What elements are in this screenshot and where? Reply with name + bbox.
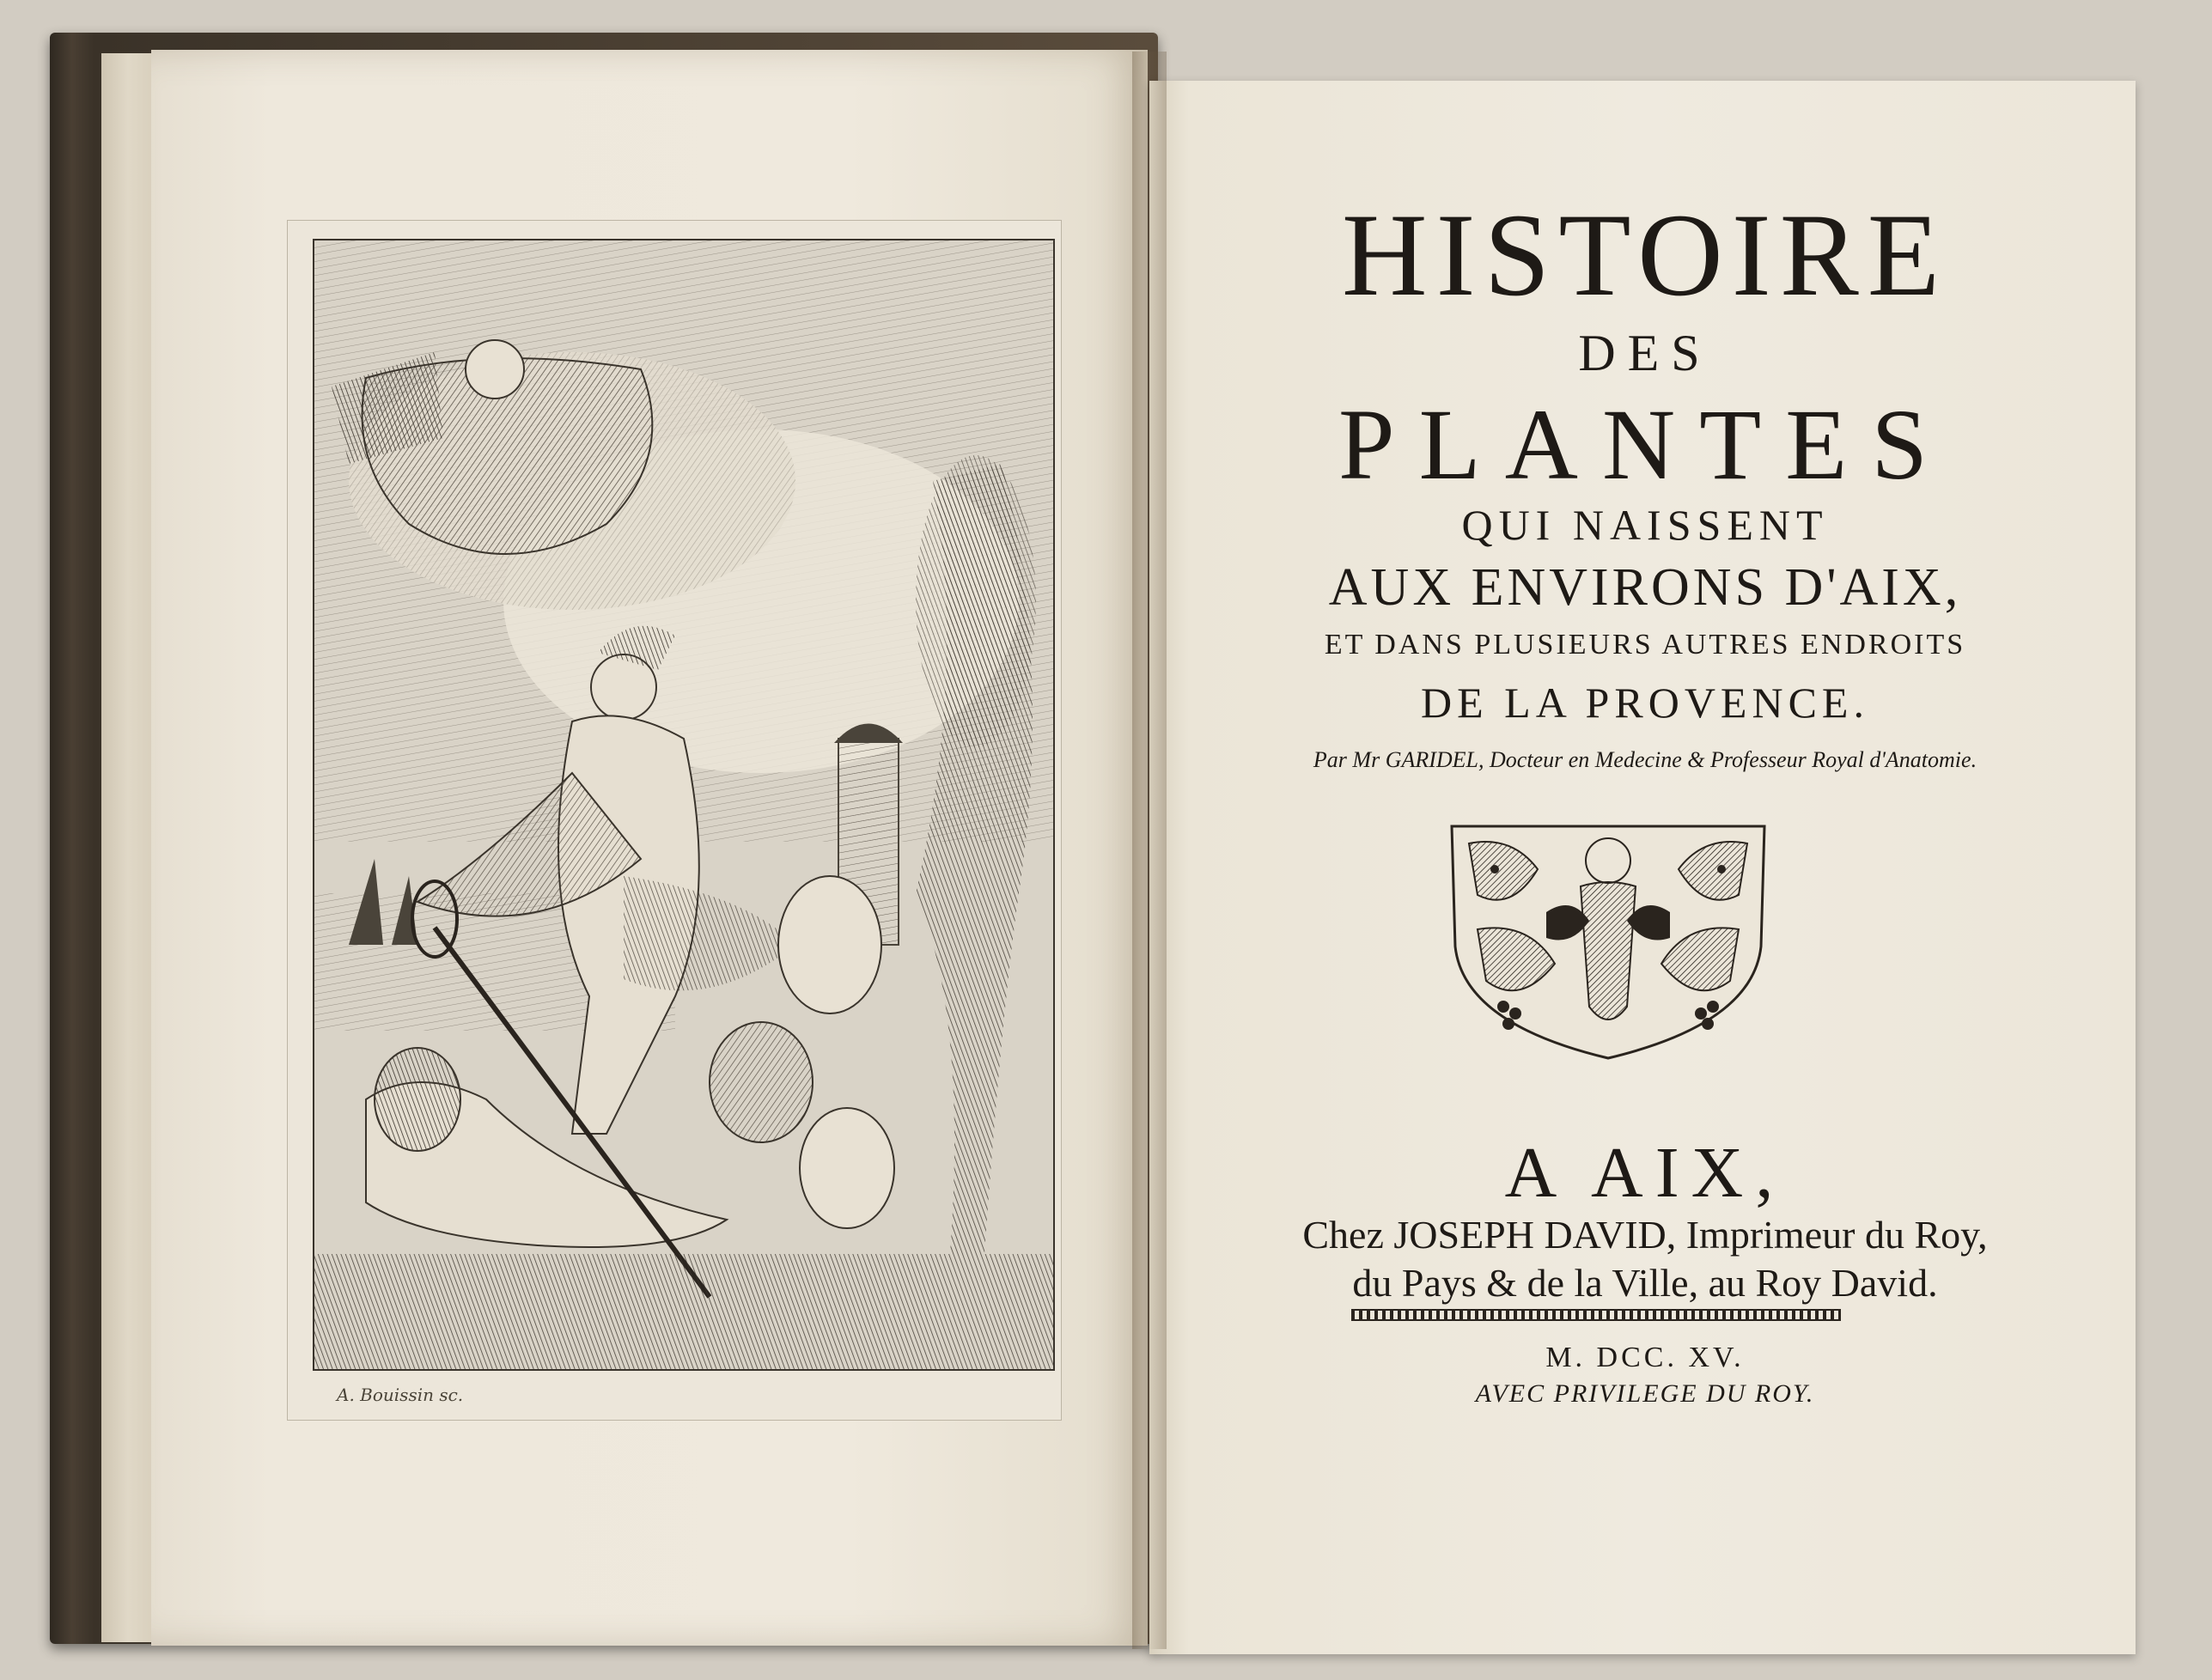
title-qui-naissent: QUI NAISSENT — [1461, 501, 1829, 549]
title-des: DES — [1578, 325, 1712, 381]
title-aux-environs: AUX ENVIRONS D'AIX, — [1328, 558, 1962, 617]
decorative-rule — [1351, 1309, 1841, 1321]
engraver-signature: A. Bouissin sc. — [337, 1385, 464, 1405]
title-plantes: PLANTES — [1338, 388, 1952, 501]
title-provence: DE LA PROVENCE. — [1421, 679, 1869, 727]
title-et-dans: ET DANS PLUSIEURS AUTRES ENDROITS — [1324, 629, 1966, 660]
frontispiece-engraving — [313, 239, 1055, 1371]
imprint-privilege: AVEC PRIVILEGE DU ROY. — [1475, 1379, 1815, 1408]
imprint-printer-line1: Chez JOSEPH DAVID, Imprimeur du Roy, — [1302, 1213, 1988, 1257]
imprint-place: A AIX, — [1504, 1133, 1786, 1213]
imprint-date: M. DCC. XV. — [1545, 1342, 1745, 1373]
book-gutter — [1132, 52, 1167, 1649]
page-block-edge — [101, 53, 155, 1642]
imprint-printer-line2: du Pays & de la Ville, au Roy David. — [1352, 1261, 1938, 1305]
author-line: Par Mr GARIDEL, Docteur en Medecine & Professeur Royal d'Anatomie. — [1313, 747, 1977, 772]
ornament-icon — [1443, 818, 1773, 1060]
printers-ornament — [1443, 818, 1773, 1060]
engraving-illustration — [314, 240, 1053, 1369]
title-histoire: HISTOIRE — [1341, 189, 1949, 320]
